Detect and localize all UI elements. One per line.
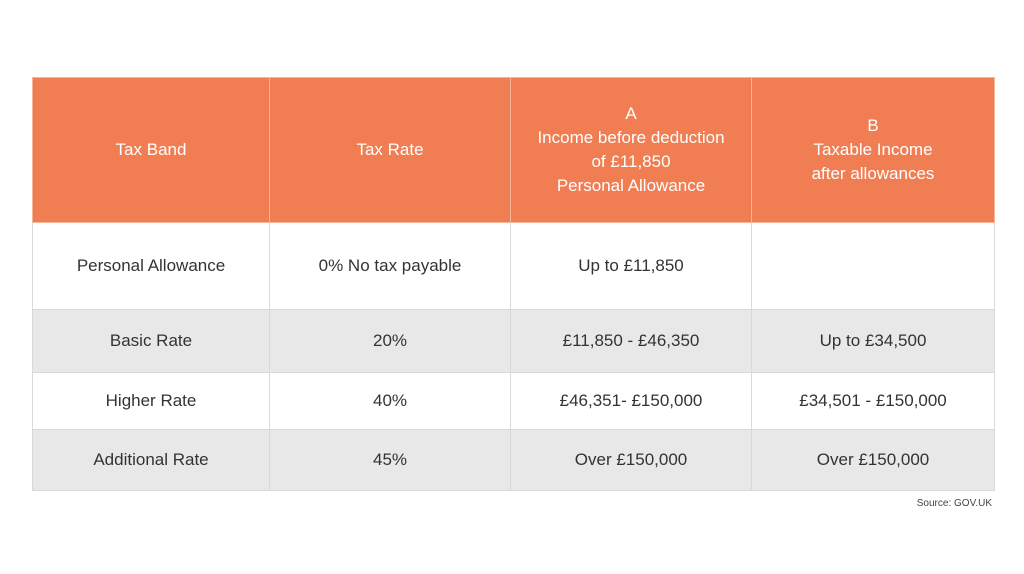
- source-note: Source: GOV.UK: [916, 498, 992, 509]
- header-tax-rate: Tax Rate: [270, 78, 511, 223]
- cell-income-before: £46,351- £150,000: [511, 373, 752, 430]
- cell-tax-band: Basic Rate: [33, 310, 270, 373]
- header-income-before-deduction: [511, 78, 752, 223]
- cell-taxable-income: [752, 223, 995, 310]
- cell-income-before: Over £150,000: [511, 430, 752, 491]
- cell-tax-band: Additional Rate: [33, 430, 270, 491]
- table-row: [33, 373, 995, 430]
- header-a-line: A: [625, 104, 637, 123]
- cell-taxable-income: Up to £34,500: [752, 310, 995, 373]
- table-row: [33, 310, 995, 373]
- header-a-line: of £11,850: [591, 152, 671, 171]
- cell-tax-rate: 45%: [270, 430, 511, 491]
- cell-income-before: Up to £11,850: [511, 223, 752, 310]
- header-b-line: B: [867, 116, 879, 135]
- cell-taxable-income: Over £150,000: [752, 430, 995, 491]
- header-a-line: Personal Allowance: [556, 176, 706, 195]
- cell-tax-band: Personal Allowance: [33, 223, 270, 310]
- cell-tax-band: Higher Rate: [33, 373, 270, 430]
- cell-taxable-income: £34,501 - £150,000: [752, 373, 995, 430]
- cell-tax-rate: 20%: [270, 310, 511, 373]
- header-b-line: Taxable Income: [813, 140, 933, 159]
- cell-tax-rate: 40%: [270, 373, 511, 430]
- cell-tax-rate: 0% No tax payable: [270, 223, 511, 310]
- header-tax-band: Tax Band: [33, 78, 270, 223]
- table-row: [33, 430, 995, 491]
- header-row: [33, 78, 995, 223]
- table-row: [33, 223, 995, 310]
- header-taxable-income: [752, 78, 995, 223]
- tax-bands-table: [32, 77, 995, 491]
- header-b-line: after allowances: [811, 164, 935, 183]
- header-a-line: Income before deduction: [537, 128, 725, 147]
- cell-income-before: £11,850 - £46,350: [511, 310, 752, 373]
